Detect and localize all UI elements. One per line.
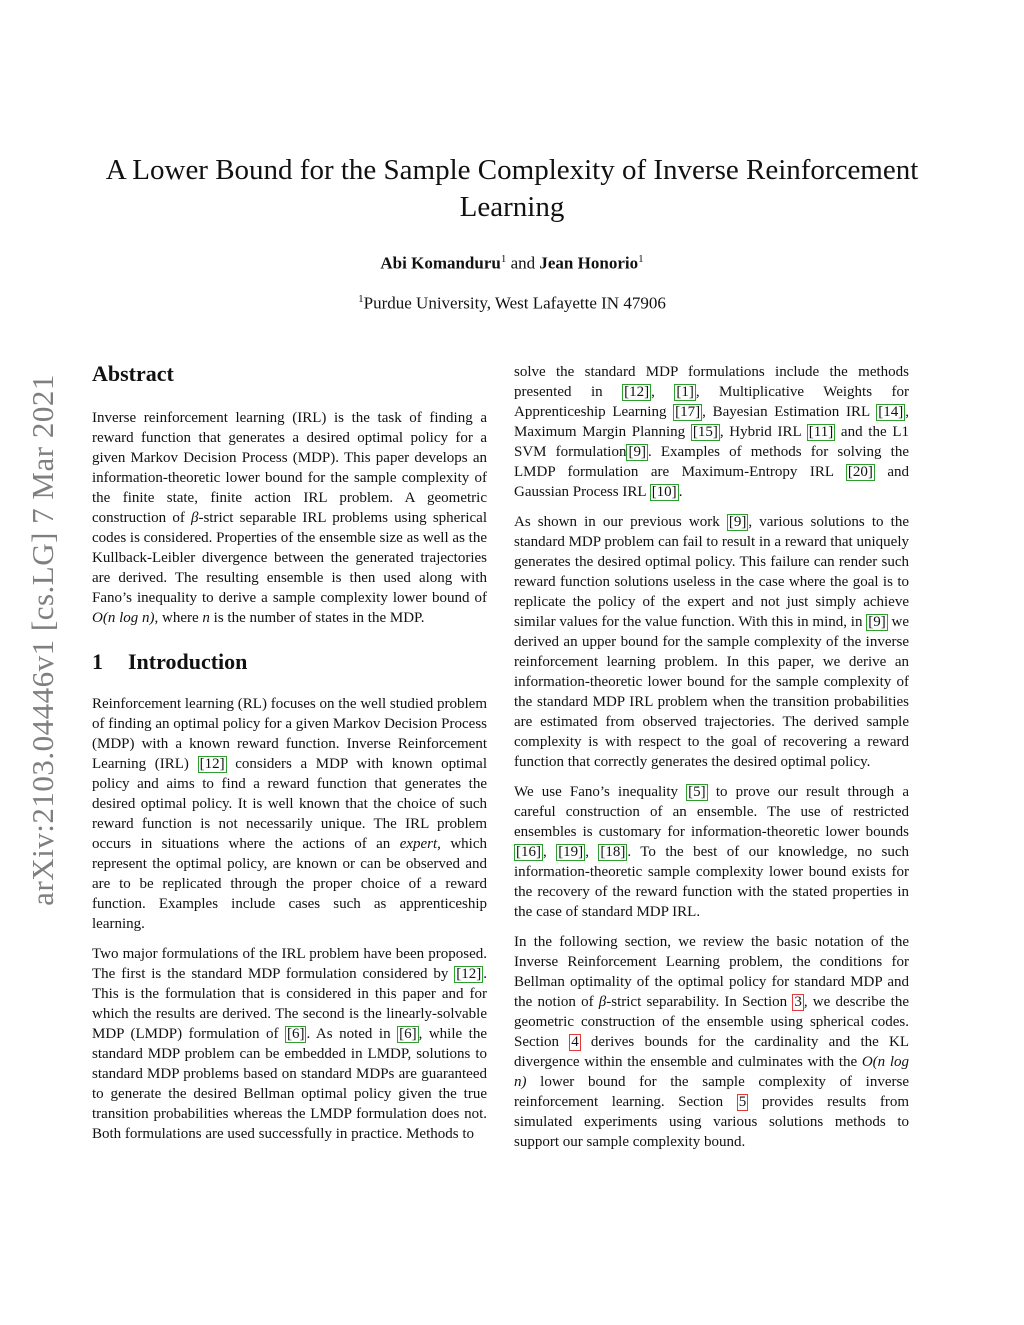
abstract-text: Inverse reinforcement learning (IRL) is the task of finding a reward function that generates a desired optimal policy for a given Markov Decision Process (MDP). This paper develops an information-theoretic lower bound for the sample complexity of the finite state, finite action IRL problem. A geometric construction of β-strict separable IRL problems using spherical codes is considered. Properties of the ensemble size as well as the Kullback-Leibler divergence between the generated trajectories are derived. The resulting ensemble is then used along with Fano’s inequality to derive a sample complexity lower bound of O(n log n), where n is the number of states in the MDP. bbox=[92, 410, 487, 626]
section-link[interactable]: 4 bbox=[571, 1034, 579, 1050]
arxiv-stamp: arXiv:2103.04446v1 [cs.LG] 7 Mar 2021 bbox=[25, 374, 60, 906]
introduction-heading bbox=[92, 648, 487, 676]
section-link[interactable]: 5 bbox=[738, 1094, 747, 1110]
n-symbol: n bbox=[202, 610, 210, 626]
citation-link[interactable]: [9] bbox=[868, 614, 886, 630]
left-column bbox=[92, 360, 487, 1154]
citation-link[interactable]: [12] bbox=[624, 384, 650, 400]
bound-expression: O(n log n) bbox=[514, 1054, 909, 1090]
affil-mark: 1 bbox=[358, 293, 364, 305]
intro-paragraph-4: As shown in our previous work [9] , various solutions to the standard MDP problem can fail to result in a reward that uniquely generates the desired optimal policy. This failure can render such reward function solutions useless in the case where the goal is to replicate the policy of the expert and not just simply achieve similar values for the value function. With this in mind, in [9] we derived an upper bound for the sample complexity of the inverse reinforcement learning problem. In this paper, we derive an information-theoretic lower bound for the sample complexity of the standard MDP IRL problem when the transition probabilities are estimated from observed trajectories. The derived sample complexity is with respect to the goal of recovering a reward function that correctly generates the desired optimal policy. bbox=[514, 514, 909, 770]
section-title: Introduction bbox=[128, 649, 248, 674]
citation-link[interactable]: [18] bbox=[600, 844, 626, 860]
citation-link[interactable]: [5] bbox=[688, 784, 706, 800]
author-1-affil-mark: 1 bbox=[500, 253, 507, 265]
intro-paragraph-3: solve the standard MDP formulations include the methods presented in [12] , [1] , Multiplicative Weights for Apprenticeship Learning [17] , Bayesian Estimation IRL [14] , Maximum Margin Planning [15] , Hybrid IRL [11] and the L1 SVM formulation [9] . Examples of methods for solving the LMDP formulation are Maximum-Entropy IRL [20] and Gaussian Process IRL [10] . bbox=[514, 364, 909, 500]
citation-link[interactable]: [9] bbox=[728, 514, 747, 530]
author-line bbox=[0, 248, 1024, 275]
intro-paragraph-1: Reinforcement learning (RL) focuses on the well studied problem of finding an optimal policy for a given Markov Decision Process (MDP) with a known reward function. Inverse Reinforcement Learning (IRL) [12] considers a MDP with known optimal policy and aims to find a reward function that generates the desired optimal policy. It is well known that the choice of such reward function is not necessarily unique. The IRL problem occurs in situations where the actions of an expert, which represent the optimal policy, are known or can be observed and are to be replicated through the proper choice of a reward function. Examples include cases such as apprenticeship learning. bbox=[92, 696, 488, 932]
intro-paragraph-2: Two major formulations of the IRL problem have been proposed. The first is the standard MDP formulation considered by [12] . This is the formulation that is considered in this paper and for which the results are derived. The second is the linearly-solvable MDP (LMDP) formulation of [6] . As noted in [6] , while the standard MDP problem can be embedded in LMDP, solutions to standard MDP problems based on standard MDPs are guaranteed to generate the desired Bellman optimal policy given the true transition probabilities whereas the LMDP formulation does not. Both formulations are used successfully in practice. Methods to bbox=[92, 946, 488, 1142]
citation-link[interactable]: [6] bbox=[399, 1026, 417, 1042]
arxiv-sidebar bbox=[8, 347, 78, 933]
author-2-affil-mark: 1 bbox=[638, 253, 644, 265]
beta-symbol: β bbox=[598, 994, 607, 1010]
citation-link[interactable]: [17] bbox=[675, 404, 701, 420]
author-separator: and bbox=[510, 253, 536, 273]
citation-link[interactable]: [20] bbox=[847, 464, 873, 480]
intro-paragraph-6: In the following section, we review the basic notation of the Inverse Reinforcement Learning problem, the conditions for Bellman optimality of the optimal policy for standard MDP and the notion of β-strict separability. In Section 3 , we describe the geometric construction of the ensemble using spherical codes. Section 4 derives bounds for the cardinality and the KL divergence within the ensemble and culminates with the O(n log n) lower bound for the sample complexity of inverse reinforcement learning. Section 5 provides results from simulated experiments using various solutions methods to support our sample complexity bound. bbox=[514, 934, 909, 1150]
author-2: Jean Honorio bbox=[539, 253, 639, 273]
citation-link[interactable]: [1] bbox=[676, 384, 694, 400]
citation-link[interactable]: [6] bbox=[286, 1026, 305, 1042]
citation-link[interactable]: [11] bbox=[808, 424, 834, 440]
citation-link[interactable]: [14] bbox=[878, 404, 904, 420]
citation-link[interactable]: [12] bbox=[199, 756, 225, 772]
right-column bbox=[514, 362, 909, 1162]
beta-symbol: β bbox=[190, 510, 199, 526]
citation-link[interactable]: [12] bbox=[456, 966, 482, 982]
section-number: 1 bbox=[92, 649, 103, 674]
abstract-heading: Abstract bbox=[92, 361, 174, 386]
intro-paragraph-5: We use Fano’s inequality [5] to prove our result through a careful construction of an ensemble. The use of restricted ensembles is customary for information-theoretic lower bounds [16] , [19] , [18] . To the best of our knowledge, no such information-theoretic sample complexity lower bound exists for the recovery of the reward function with the stated properties in the case of standard MDP IRL. bbox=[514, 784, 909, 920]
citation-link[interactable]: [10] bbox=[651, 484, 677, 500]
citation-link[interactable]: [19] bbox=[558, 844, 584, 860]
citation-link[interactable]: [9] bbox=[628, 444, 646, 460]
expert-term: expert bbox=[399, 836, 438, 852]
paper-title: A Lower Bound for the Sample Complexity of Inverse Reinforcement Learning bbox=[105, 154, 919, 223]
affiliation bbox=[0, 288, 1024, 315]
affiliation-text: Purdue University, West Lafayette IN 47906 bbox=[363, 293, 666, 313]
citation-link[interactable]: [16] bbox=[516, 844, 541, 860]
author-1: Abi Komanduru bbox=[380, 253, 501, 273]
citation-link[interactable]: [15] bbox=[692, 424, 718, 440]
section-link[interactable]: 3 bbox=[794, 994, 802, 1010]
bound-expression: O(n log n) bbox=[92, 610, 155, 626]
